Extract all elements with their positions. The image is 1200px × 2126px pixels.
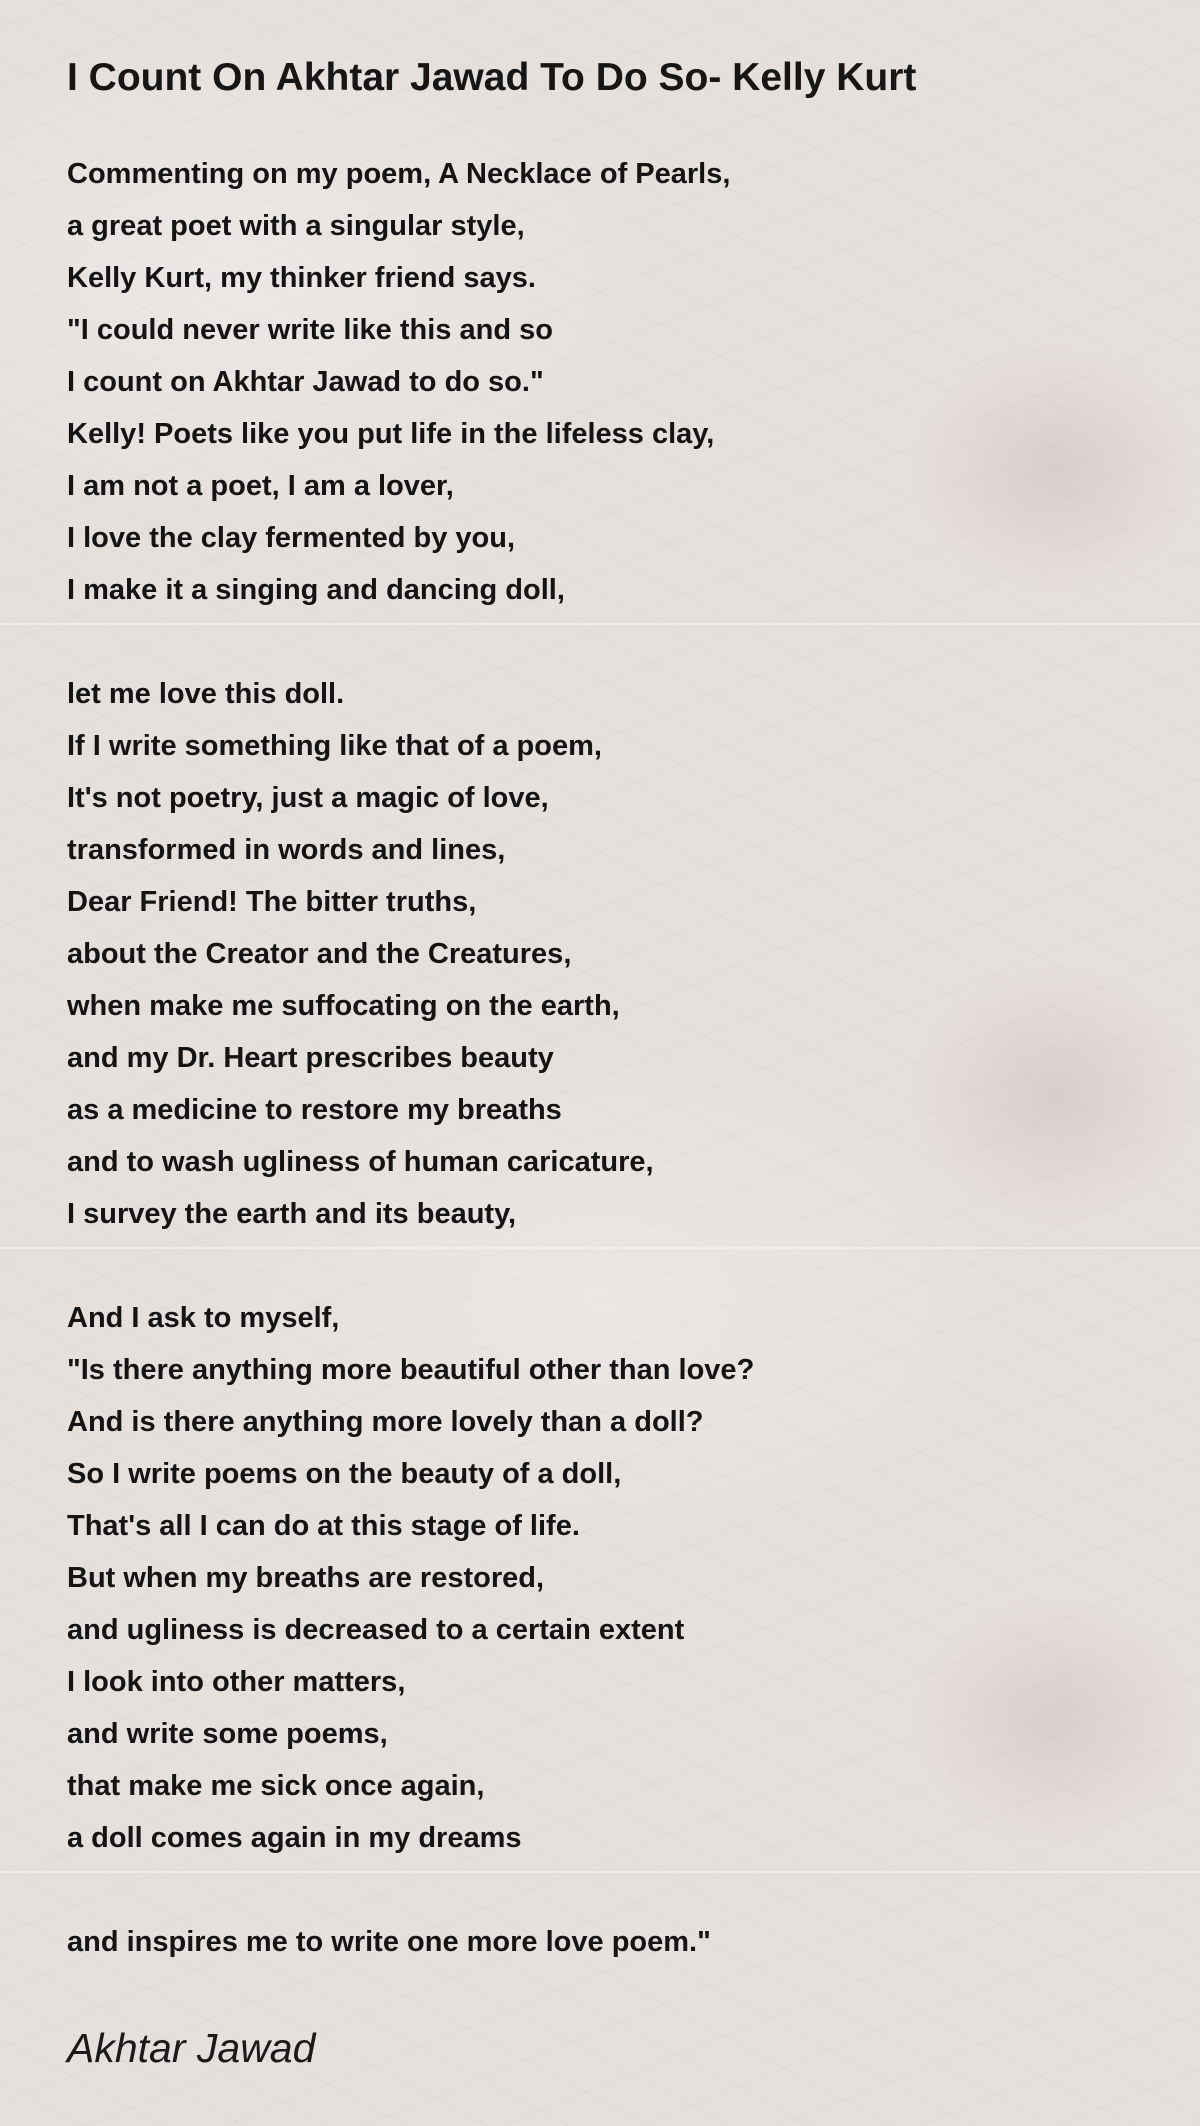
poem-line: And is there anything more lovely than a doll? — [67, 1406, 704, 1438]
poem-line: about the Creator and the Creatures, — [67, 938, 572, 970]
stanza-break — [67, 1864, 1167, 1916]
poem-line: But when my breaths are restored, — [67, 1562, 545, 1594]
poem-line: a great poet with a singular style, — [67, 210, 525, 242]
poem-line: that make me sick once again, — [67, 1770, 485, 1802]
poem-line: and to wash ugliness of human caricature, — [67, 1146, 654, 1178]
poem-line: let me love this doll. — [67, 678, 345, 710]
poem-line: a doll comes again in my dreams — [67, 1822, 522, 1854]
poem-line: I make it a singing and dancing doll, — [67, 574, 565, 606]
poem-line: I look into other matters, — [67, 1666, 406, 1698]
poem-line: I survey the earth and its beauty, — [67, 1198, 517, 1230]
poem-line: It's not poetry, just a magic of love, — [67, 782, 549, 814]
poem-line: So I write poems on the beauty of a doll, — [67, 1458, 622, 1490]
poem-body — [67, 148, 1167, 1968]
poem-line: transformed in words and lines, — [67, 834, 506, 866]
poem-line: That's all I can do at this stage of life. — [67, 1510, 580, 1542]
poem-line: and my Dr. Heart prescribes beauty — [67, 1042, 554, 1074]
poem-line: I am not a poet, I am a lover, — [67, 470, 454, 502]
poem-line: "I could never write like this and so — [67, 314, 553, 346]
poem-line: and inspires me to write one more love poem." — [67, 1926, 711, 1958]
poem-line: And I ask to myself, — [67, 1302, 340, 1334]
poem-author: Akhtar Jawad — [67, 2025, 316, 2071]
poem-line: when make me suffocating on the earth, — [67, 990, 620, 1022]
poem-line: as a medicine to restore my breaths — [67, 1094, 562, 1126]
poem-line: and ugliness is decreased to a certain extent — [67, 1614, 685, 1646]
poem-line: "Is there anything more beautiful other than love? — [67, 1354, 755, 1386]
poem-line: I count on Akhtar Jawad to do so." — [67, 366, 544, 398]
stanza-break — [67, 1240, 1167, 1292]
stanza-break — [67, 616, 1167, 668]
poem-title: I Count On Akhtar Jawad To Do So- Kelly Kurt — [67, 56, 917, 99]
poem-line: Dear Friend! The bitter truths, — [67, 886, 477, 918]
poem-line: If I write something like that of a poem, — [67, 730, 602, 762]
poem-line: and write some poems, — [67, 1718, 388, 1750]
poem-line: Commenting on my poem, A Necklace of Pearls, — [67, 158, 731, 190]
poem-line: Kelly! Poets like you put life in the lifeless clay, — [67, 418, 715, 450]
poem-line: I love the clay fermented by you, — [67, 522, 516, 554]
poem-line: Kelly Kurt, my thinker friend says. — [67, 262, 536, 294]
